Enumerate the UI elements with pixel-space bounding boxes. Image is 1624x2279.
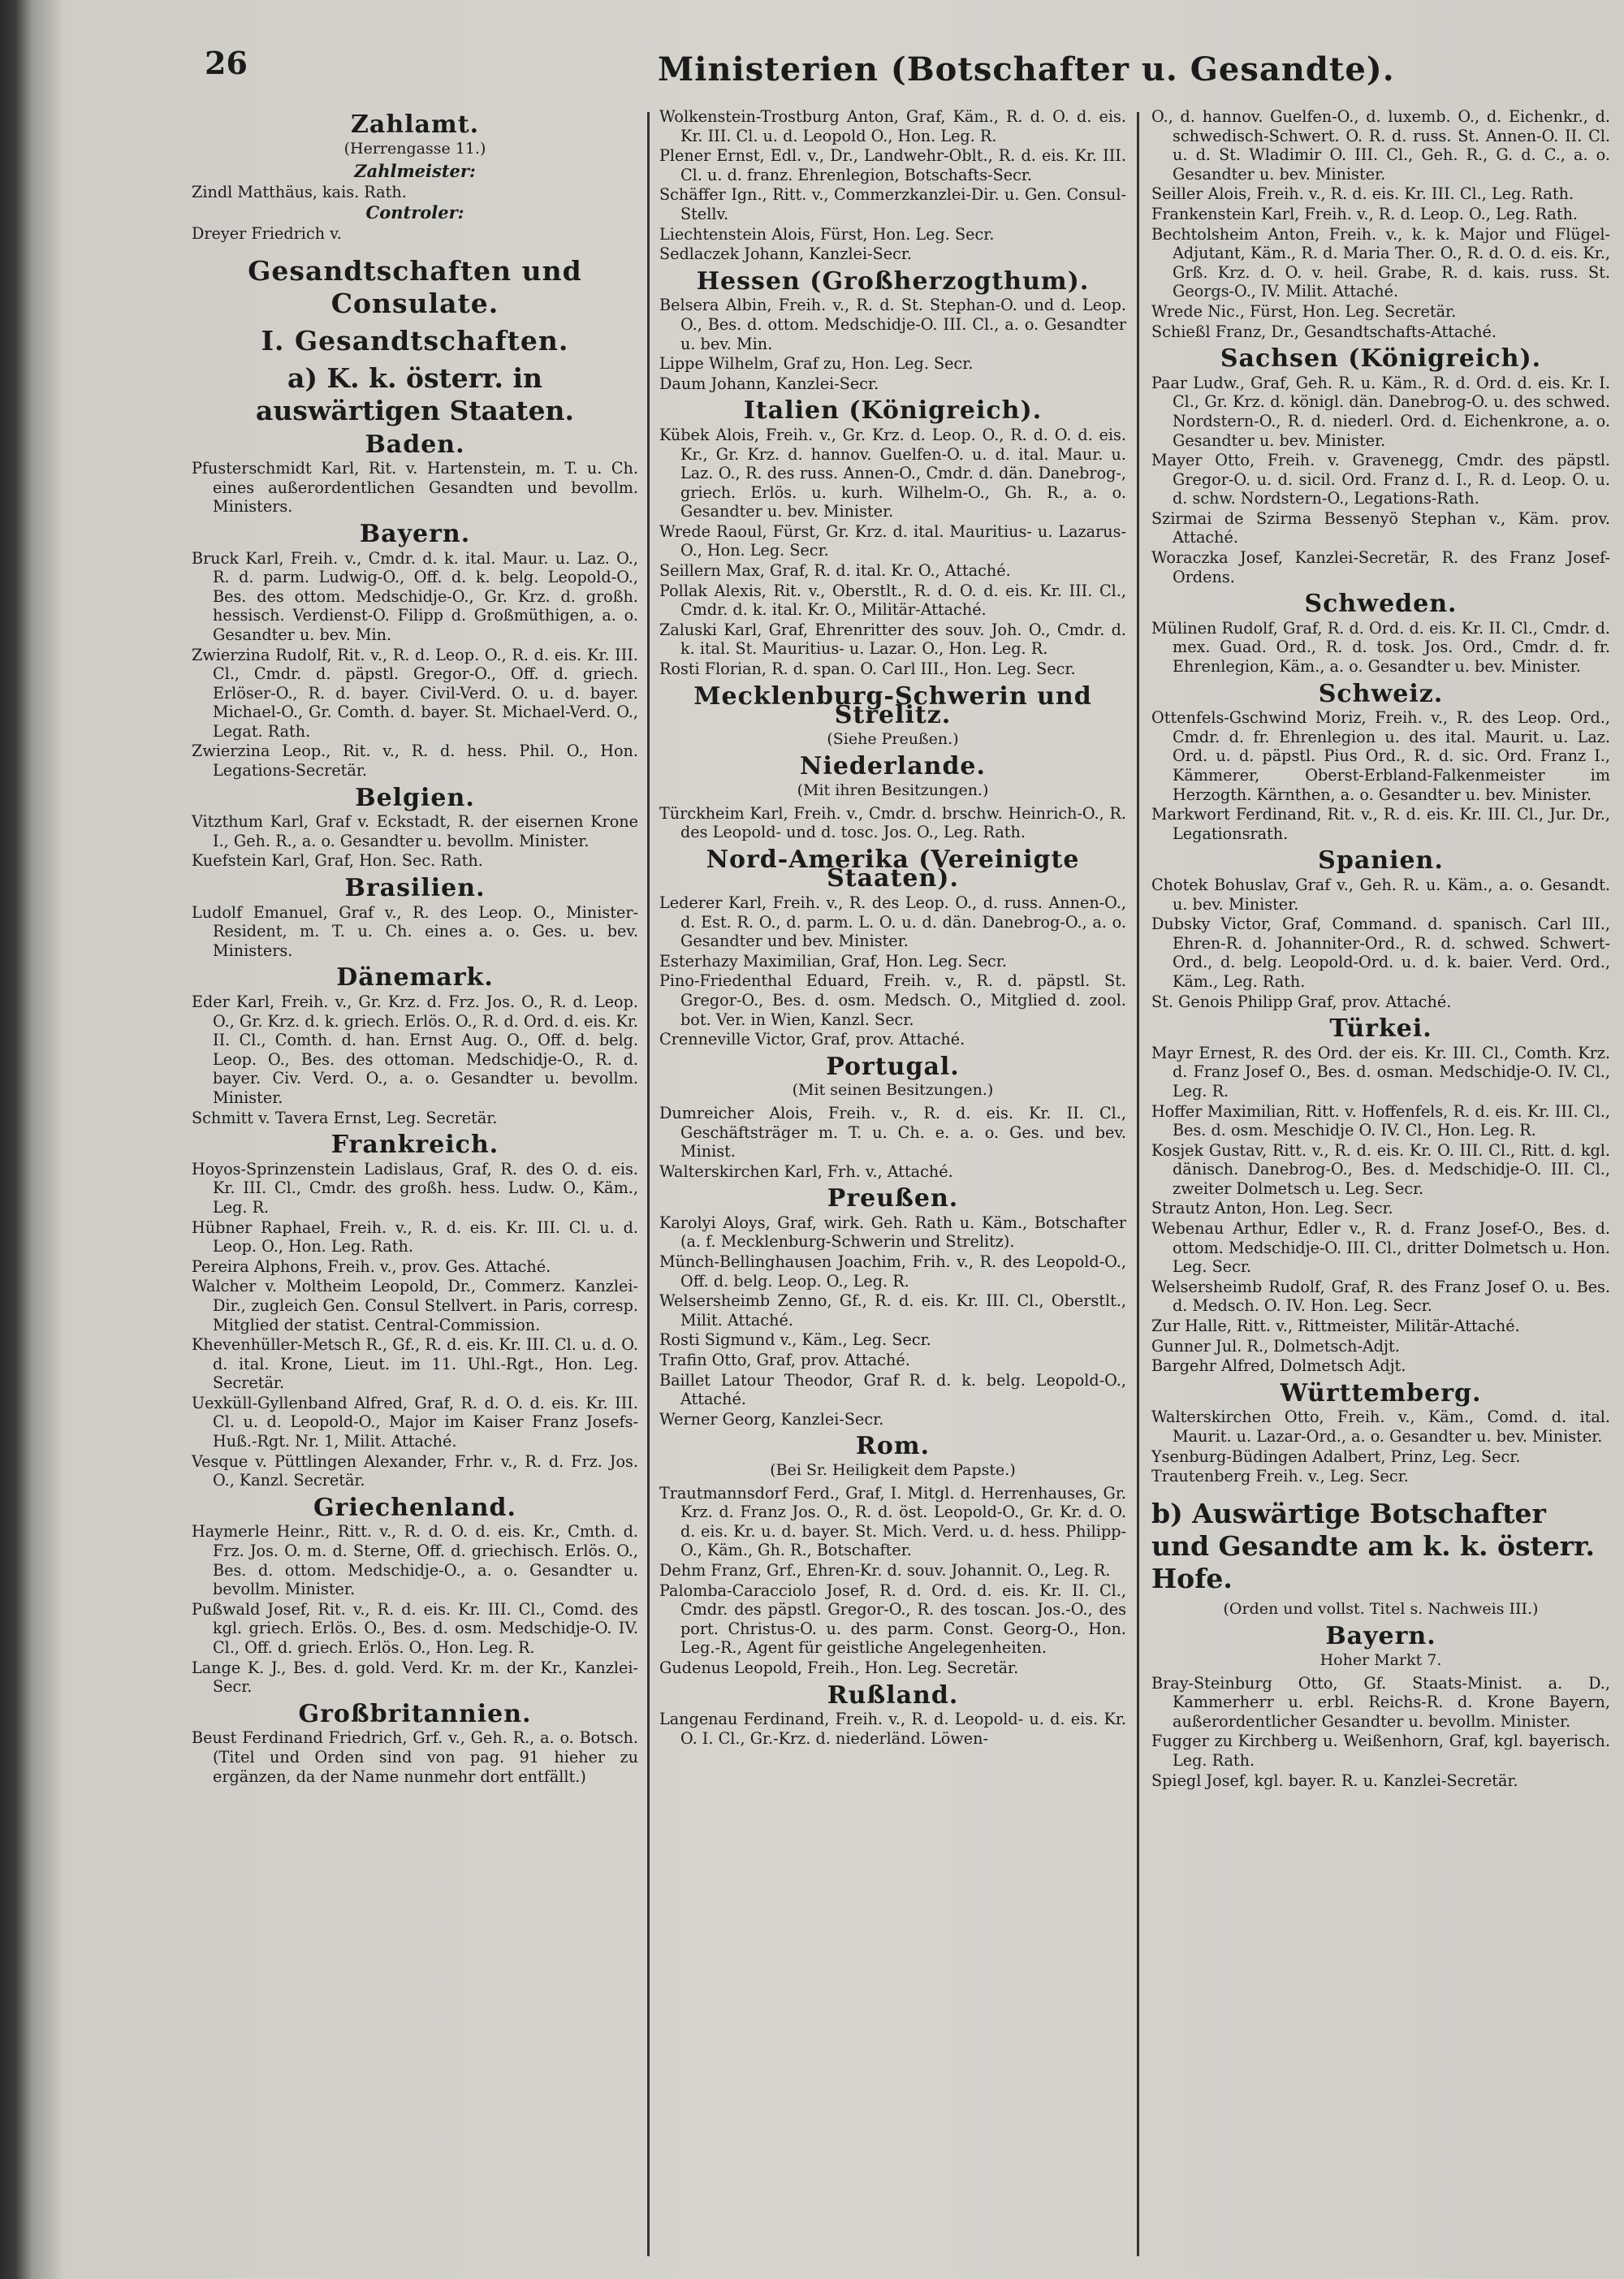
person-entry: Woraczka Josef, Kanzlei-Secretär, R. des Franz Josef-Ordens. [1151, 548, 1610, 586]
zahlmeister-label: Zahlmeister: [354, 161, 476, 182]
person-entry: Fugger zu Kirchberg u. Weißenhorn, Graf, kgl. bayerisch. Leg. Rath. [1151, 1732, 1610, 1770]
person-entry: Dubsky Victor, Graf, Command. d. spanisch. Carl III., Ehren-R. d. Johanniter-Ord., R. d. schwed. Schwert-Ord., d. belg. Leopold-Ord. u. d. k. baier. Verd. Ord., Käm., Leg. Rath. [1151, 915, 1610, 991]
country-heading: Portugal. [826, 1052, 960, 1081]
person-entry: Lippe Wilhelm, Graf zu, Hon. Leg. Secr. [659, 354, 974, 374]
controler-entry: Dreyer Friedrich v. [192, 223, 342, 243]
person-entry: Zwierzina Rudolf, Rit. v., R. d. Leop. O., R. d. eis. Kr. III. Cl., Cmdr. d. päpstl. Gregor-O., Off. d. griech. Erlöser-O., R. d. bayer. Civil-Verd. O. u. d. bayer. Michael-O., Gr. Comth. d. bayer. St. Michael-Verd. O., Legat. Rath. [192, 645, 638, 741]
person-entry: Esterhazy Maximilian, Graf, Hon. Leg. Secr. [659, 951, 1007, 971]
person-entry: Dehm Franz, Grf., Ehren-Kr. d. souv. Johannit. O., Leg. R. [659, 1560, 1111, 1580]
person-entry: Langenau Ferdinand, Freih. v., R. d. Leopold- u. d. eis. Kr. O. I. Cl., Gr.-Krz. d. niederländ. Löwen- [659, 1710, 1126, 1748]
zahlamt-heading: Zahlamt. [350, 110, 480, 139]
person-entry: Palomba-Caracciolo Josef, R. d. Ord. d. eis. Kr. II. Cl., Cmdr. des päpstl. Gregor-O., R. des toscan. Jos.-O., des port. Christus-O. u. des parm. Const. Georg-O., Hon. Leg.-R., Agent für geistliche Angelegenheiten. [659, 1581, 1126, 1658]
country-heading: Belgien. [355, 783, 475, 812]
person-entry: Walterskirchen Otto, Freih. v., Käm., Comd. d. ital. Maurit. u. Lazar-Ord., a. o. Gesandter u. bev. Minister. [1151, 1408, 1610, 1446]
country-heading: Nord-Amerika (Vereinigte Staaten). [706, 845, 1080, 893]
page-number: 26 [205, 45, 248, 81]
person-entry: Pino-Friedenthal Eduard, Freih. v., R. d. päpstl. St. Gregor-O., Bes. d. osm. Medsch. O., Mitglied d. zool. bot. Ver. in Wien, Kanzl. Secr. [659, 971, 1126, 1029]
person-entry: Frankenstein Karl, Freih. v., R. d. Leop. O., Leg. Rath. [1151, 204, 1579, 223]
person-entry: Strautz Anton, Hon. Leg. Secr. [1151, 1199, 1393, 1218]
country-heading: Preußen. [827, 1184, 959, 1213]
person-entry: Zwierzina Leop., Rit. v., R. d. hess. Phil. O., Hon. Legations-Secretär. [192, 742, 638, 781]
controler-label: Controler: [365, 202, 464, 223]
person-entry: Spiegl Josef, kgl. bayer. R. u. Kanzlei-Secretär. [1151, 1771, 1518, 1790]
running-head: Ministerien (Botschafter u. Gesandte). [658, 50, 1395, 89]
person-entry: Kosjek Gustav, Ritt. v., R. d. eis. Kr. O. III. Cl., Ritt. d. kgl. dänisch. Danebrog-O., Bes. d. Medschidje-O. III. Cl., zweiter Dolmetsch u. Leg. Secr. [1151, 1140, 1610, 1198]
person-entry: Werner Georg, Kanzlei-Secr. [659, 1409, 884, 1429]
country-heading: Spanien. [1318, 846, 1444, 876]
person-entry: O., d. hannov. Guelfen-O., d. luxemb. O., d. Eichenkr., d. schwedisch-Schwert. O. R. d. russ. St. Annen-O. II. Cl. u. d. St. Wladimir O. III. Cl., Geh. R., G. d. C., a. o. Gesandter u. bev. Minister. [1151, 107, 1610, 184]
person-entry: Webenau Arthur, Edler v., R. d. Franz Josef-O., Bes. d. ottom. Medschidje-O. III. Cl., dritter Dolmetsch u. Hon. Leg. Secr. [1151, 1219, 1610, 1277]
country-heading: Württemberg. [1280, 1378, 1482, 1408]
country-heading: Frankreich. [330, 1131, 499, 1160]
country-note: (Siehe Preußen.) [827, 729, 959, 748]
country-heading: Schweiz. [1318, 679, 1444, 708]
person-entry: Khevenhüller-Metsch R., Gf., R. d. eis. Kr. III. Cl. u. d. O. d. ital. Krone, Lieut. im 11. Uhl.-Rgt., Hon. Leg. Secretär. [192, 1335, 638, 1393]
person-entry: Bargehr Alfred, Dolmetsch Adjt. [1151, 1356, 1406, 1376]
person-entry: Pfusterschmidt Karl, Rit. v. Hartenstein, m. T. u. Ch. eines außerordentlichen Gesandten und bevollm. Ministers. [192, 459, 638, 517]
country-heading: Sachsen (Königreich). [1220, 344, 1542, 374]
person-entry: Trautmannsdorf Ferd., Graf, I. Mitgl. d. Herrenhauses, Gr. Krz. d. Franz Jos. O., R. d. öst. Leopold-O., Gr. Kr. d. O. d. eis. Kr. u. d. bayer. St. Mich. Verd. u. d. hess. Philipp-O., Käm., Gh. R., Botschafter. [659, 1483, 1126, 1560]
person-entry: Crenneville Victor, Graf, prov. Attaché. [659, 1030, 965, 1049]
person-entry: Beust Ferdinand Friedrich, Grf. v., Geh. R., a. o. Botsch. (Titel und Orden sind von pag. 91 hieher zu ergänzen, da der Name nunmehr dort entfällt.) [192, 1728, 638, 1786]
person-entry: Ludolf Emanuel, Graf v., R. des Leop. O., Minister-Resident, m. T. u. Ch. eines a. o. Ges. u. bev. Ministers. [192, 902, 638, 960]
person-entry: Bechtolsheim Anton, Freih. v., k. k. Major und Flügel-Adjutant, Käm., R. d. Maria Ther. O., R. d. O. d. eis. Kr., Grß. Krz. d. O. v. heil. Grabe, R. d. kais. russ. St. Georgs-O., IV. Milit. Attaché. [1151, 224, 1610, 301]
person-entry: Haymerle Heinr., Ritt. v., R. d. O. d. eis. Kr., Cmth. d. Frz. Jos. O. m. d. Sterne, Off. d. griechisch. Erlös. O., Bes. d. ottom. Medschidje-O., a. o. Gesandter u. bevollm. Minister. [192, 1522, 638, 1599]
person-entry: Pereira Alphons, Freih. v., prov. Ges. Attaché. [192, 1256, 551, 1276]
zahlmeister-entry: Zindl Matthäus, kais. Rath. [192, 182, 407, 201]
country-heading: Hessen (Großherzogthum). [696, 266, 1090, 296]
person-entry: Kuefstein Karl, Graf, Hon. Sec. Rath. [192, 851, 483, 871]
column-rule-right [1137, 112, 1139, 2256]
person-entry: Zaluski Karl, Graf, Ehrenritter des souv. Joh. O., Cmdr. d. k. ital. St. Mauritius- u. Lazar. O., Hon. Leg. R. [659, 620, 1126, 659]
person-entry: Rosti Sigmund v., Käm., Leg. Secr. [659, 1330, 931, 1350]
person-entry: Seillern Max, Graf, R. d. ital. Kr. O., Attaché. [659, 561, 1011, 581]
section-title: Gesandtschaften und Consulate. [248, 254, 582, 319]
person-entry: Pollak Alexis, Rit. v., Oberstlt., R. d. O. d. eis. Kr. III. Cl., Cmdr. d. k. ital. Kr. O., Militär-Attaché. [659, 581, 1126, 620]
country-heading: Dänemark. [336, 963, 494, 992]
person-entry: Pußwald Josef, Rit. v., R. d. eis. Kr. III. Cl., Comd. des kgl. griech. Erlös. O., Bes. d. osm. Medschidje-O. IV. Cl., Off. d. griech. Erlös. O., Hon. Leg. R. [192, 1599, 638, 1657]
person-entry: Sedlaczek Johann, Kanzlei-Secr. [659, 244, 913, 264]
bayern-b-address: Hoher Markt 7. [1320, 1650, 1442, 1669]
person-entry: Seiller Alois, Freih. v., R. d. eis. Kr. III. Cl., Leg. Rath. [1151, 184, 1574, 204]
person-entry: Liechtenstein Alois, Fürst, Hon. Leg. Secr. [659, 224, 995, 244]
col2-continued-entries [659, 107, 1126, 264]
country-note: (Mit ihren Besitzungen.) [797, 781, 989, 799]
col3-country-list [1151, 344, 1610, 1486]
group-b-note: (Orden und vollst. Titel s. Nachweis III.) [1223, 1599, 1539, 1618]
person-entry: Mülinen Rudolf, Graf, R. d. Ord. d. eis. Kr. II. Cl., Cmdr. d. mex. Guad. Ord., R. d. tosk. Jos. Ord., Cmdr. d. fr. Ehrenlegion, Käm., a. o. Gesandter u. bev. Minister. [1151, 618, 1610, 677]
person-entry: Wolkenstein-Trostburg Anton, Graf, Käm., R. d. O. d. eis. Kr. III. Cl. u. d. Leopold O., Hon. Leg. R. [659, 107, 1126, 145]
person-entry: Trafin Otto, Graf, prov. Attaché. [659, 1351, 910, 1370]
country-heading: Rußland. [827, 1680, 959, 1710]
person-entry: Walcher v. Moltheim Leopold, Dr., Commerz. Kanzlei-Dir., zugleich Gen. Consul Stellvert. in Paris, corresp. Mitglied der statist. Central-Commission. [192, 1277, 638, 1334]
person-entry: Schießl Franz, Dr., Gesandtschafts-Attaché. [1151, 322, 1497, 341]
country-heading: Großbritannien. [298, 1699, 532, 1728]
person-entry: Baillet Latour Theodor, Graf R. d. k. belg. Leopold-O., Attaché. [659, 1370, 1126, 1409]
person-entry: Bruck Karl, Freih. v., Cmdr. d. k. ital. Maur. u. Laz. O., R. d. parm. Ludwig-O., Off. d. k. belg. Leopold-O., Bes. des ottom. Medschidje-O., Gr. Krz. d. großh. hessisch. Verdienst-O. Filipp d. Großmüthigen, a. o. Gesandter u. bev. Min. [192, 548, 638, 644]
person-entry: Walterskirchen Karl, Frh. v., Attaché. [659, 1161, 953, 1181]
country-heading: Brasilien. [344, 874, 486, 903]
person-entry: Schmitt v. Tavera Ernst, Leg. Secretär. [192, 1108, 498, 1127]
person-entry: Gunner Jul. R., Dolmetsch-Adjt. [1151, 1336, 1400, 1356]
person-entry: Plener Ernst, Edl. v., Dr., Landwehr-Oblt., R. d. eis. Kr. III. Cl. u. d. franz. Ehrenlegion, Botschafts-Secr. [659, 146, 1126, 184]
country-heading: Türkei. [1329, 1014, 1432, 1044]
person-entry: Wrede Nic., Fürst, Hon. Leg. Secretär. [1151, 301, 1457, 321]
person-entry: Bray-Steinburg Otto, Gf. Staats-Minist. a. D., Kammerherr u. erbl. Reichs-R. d. Krone Bayern, außerordentlicher Gesandter u. bevollm. Minister. [1151, 1673, 1610, 1731]
subsection-title: I. Gesandtschaften. [261, 324, 569, 357]
person-entry: Ottenfels-Gschwind Moriz, Freih. v., R. des Leop. Ord., Cmdr. d. fr. Ehrenlegion u. des ital. Maurit. u. Laz. Ord. u. d. päpstl. Pius Ord., R. d. sic. Ord. Franz I., Kämmerer, Oberst-Erbland-Falkenmeister im Herzogth. Kärnthen, a. o. Gesandter u. bev. Minister. [1151, 708, 1610, 804]
column-rule-left [647, 112, 650, 2256]
col3-continued-entries [1151, 107, 1610, 341]
column-2 [659, 107, 1126, 2260]
group-a-heading: a) K. k. österr. in auswärtigen Staaten. [255, 361, 575, 426]
country-heading: Mecklenburg-Schwerin und Strelitz. [693, 681, 1092, 730]
person-entry: Zur Halle, Ritt. v., Rittmeister, Militär-Attaché. [1151, 1317, 1520, 1336]
country-note: (Bei Sr. Heiligkeit dem Papste.) [770, 1461, 1016, 1479]
person-entry: Gudenus Leopold, Freih., Hon. Leg. Secretär. [659, 1658, 1019, 1677]
person-entry: Vesque v. Püttlingen Alexander, Frhr. v., R. d. Frz. Jos. O., Kanzl. Secretär. [192, 1451, 638, 1490]
person-entry: Schäffer Ign., Ritt. v., Commerzkanzlei-Dir. u. Gen. Consul-Stellv. [659, 185, 1126, 223]
person-entry: Lange K. J., Bes. d. gold. Verd. Kr. m. der Kr., Kanzlei-Secr. [192, 1658, 638, 1697]
person-entry: Uexküll-Gyllenband Alfred, Graf, R. d. O. d. eis. Kr. III. Cl. u. d. Leopold-O., Major im Kaiser Franz Josefs-Huß.-Rgt. Nr. 1, Milit. Attaché. [192, 1393, 638, 1451]
person-entry: Karolyi Aloys, Graf, wirk. Geh. Rath u. Käm., Botschafter (a. f. Mecklenburg-Schwerin und Strelitz). [659, 1213, 1126, 1252]
person-entry: Ysenburg-Büdingen Adalbert, Prinz, Leg. Secr. [1151, 1447, 1521, 1466]
person-entry: Mayr Ernest, R. des Ord. der eis. Kr. III. Cl., Comth. Krz. d. Franz Josef O., Bes. d. osman. Medschidje-O. IV. Cl., Leg. R. [1151, 1043, 1610, 1101]
person-entry: Münch-Bellinghausen Joachim, Frih. v., R. des Leopold-O., Off. d. belg. Leop. O., Leg. R. [659, 1252, 1126, 1291]
person-entry: Wrede Raoul, Fürst, Gr. Krz. d. ital. Mauritius- u. Lazarus-O., Hon. Leg. Secr. [659, 521, 1126, 560]
country-heading: Bayern. [359, 519, 471, 548]
person-entry: Mayer Otto, Freih. v. Gravenegg, Cmdr. des päpstl. Gregor-O. u. d. sicil. Ord. Franz d. I., R. d. Leop. O. u. d. schw. Nordstern-O., Legations-Rath. [1151, 451, 1610, 508]
bayern-b-entries [1151, 1674, 1610, 1791]
person-entry: Vitzthum Karl, Graf v. Eckstadt, R. der eisernen Krone I., Geh. R., a. o. Gesandter u. bevollm. Minister. [192, 812, 638, 850]
country-heading: Italien (Königreich). [743, 396, 1043, 426]
person-entry: St. Genois Philipp Graf, prov. Attaché. [1151, 992, 1452, 1011]
person-entry: Daum Johann, Kanzlei-Secr. [659, 374, 879, 393]
person-entry: Hübner Raphael, Freih. v., R. d. eis. Kr. III. Cl. u. d. Leop. O., Hon. Leg. Rath. [192, 1217, 638, 1256]
bayern-b-heading: Bayern. [1325, 1622, 1436, 1651]
country-note: (Mit seinen Besitzungen.) [792, 1081, 994, 1100]
person-entry: Szirmai de Szirma Bessenyö Stephan v., Käm. prov. Attaché. [1151, 508, 1610, 547]
person-entry: Welsersheimb Rudolf, Graf, R. des Franz Josef O. u. Bes. d. Medsch. O. IV. Hon. Leg. Secr. [1151, 1277, 1610, 1316]
person-entry: Chotek Bohuslav, Graf v., Geh. R. u. Käm., a. o. Gesandt. u. bev. Minister. [1151, 875, 1610, 914]
person-entry: Belsera Albin, Freih. v., R. d. St. Stephan-O. und d. Leop. O., Bes. d. ottom. Medschidje-O. III. Cl., a. o. Gesandter u. bev. Min. [659, 296, 1126, 353]
person-entry: Hoyos-Sprinzenstein Ladislaus, Graf, R. des O. d. eis. Kr. III. Cl., Cmdr. des großh. hess. Ludw. O., Käm., Leg. R. [192, 1159, 638, 1217]
person-entry: Markwort Ferdinand, Rit. v., R. d. eis. Kr. III. Cl., Jur. Dr., Legationsrath. [1151, 805, 1610, 843]
country-heading: Griechenland. [313, 1493, 516, 1522]
col1-country-list [192, 430, 638, 1787]
person-entry: Trautenberg Freih. v., Leg. Secr. [1151, 1467, 1409, 1486]
col2-country-list [659, 266, 1126, 1749]
country-heading: Schweden. [1304, 590, 1458, 619]
person-entry: Kübek Alois, Freih. v., Gr. Krz. d. Leop. O., R. d. O. d. eis. Kr., Gr. Krz. d. hannov. Guelfen-O. u. d. ital. Maur. u. Laz. O., R. des russ. Annen-O., Cmdr. d. dän. Danebrog-, griech. Erlös. u. kurh. Wilhelm-O., Gh. R., a. o. Gesandter u. bev. Minister. [659, 425, 1126, 521]
person-entry: Lederer Karl, Freih. v., R. des Leop. O., d. russ. Annen-O., d. Est. R. O., d. parm. L. O. u. d. dän. Danebrog-O., a. o. Gesandter und bev. Minister. [659, 893, 1126, 951]
country-heading: Niederlande. [800, 752, 986, 781]
person-entry: Hoffer Maximilian, Ritt. v. Hoffenfels, R. d. eis. Kr. III. Cl., Bes. d. osm. Meschidje O. IV. Cl., Hon. Leg. R. [1151, 1101, 1610, 1140]
person-entry: Dumreicher Alois, Freih. v., R. d. eis. Kr. II. Cl., Geschäftsträger m. T. u. Ch. e. a. o. Ges. und bev. Minist. [659, 1103, 1126, 1161]
zahlamt-address: (Herrengasse 11.) [343, 139, 486, 158]
group-b-heading: b) Auswärtige Botschafter und Gesandte am k. k. österr. Hofe. [1151, 1497, 1596, 1594]
person-entry: Rosti Florian, R. d. span. O. Carl III., Hon. Leg. Secr. [659, 659, 1076, 679]
person-entry: Eder Karl, Freih. v., Gr. Krz. d. Frz. Jos. O., R. d. Leop. O., Gr. Krz. d. k. griech. Erlös. O., R. d. Ord. d. eis. Kr. II. Cl., Comth. d. han. Ernst Aug. O., Off. d. belg. Leop. O., Bes. des ottoman. Medschidje-O., R. d. bayer. Civ. Verd. O., a. o. Gesandter u. bevollm. Minister. [192, 992, 638, 1107]
country-heading: Rom. [855, 1432, 931, 1461]
person-entry: Paar Ludw., Graf, Geh. R. u. Käm., R. d. Ord. d. eis. Kr. I. Cl., Gr. Krz. d. königl. dän. Danebrog-O. u. des schwed. Nordstern-O., R. d. niederl. Ord. d. Eichenkrone, a. o. Gesandter u. bev. Minister. [1151, 373, 1610, 450]
person-entry: Türckheim Karl, Freih. v., Cmdr. d. brschw. Heinrich-O., R. des Leopold- und d. tosc. Jos. O., Leg. Rath. [659, 803, 1126, 842]
column-3 [1151, 107, 1610, 2260]
person-entry: Welsersheimb Zenno, Gf., R. d. eis. Kr. III. Cl., Oberstlt., Milit. Attaché. [659, 1291, 1126, 1330]
column-1 [192, 107, 638, 2260]
country-heading: Baden. [365, 430, 465, 459]
